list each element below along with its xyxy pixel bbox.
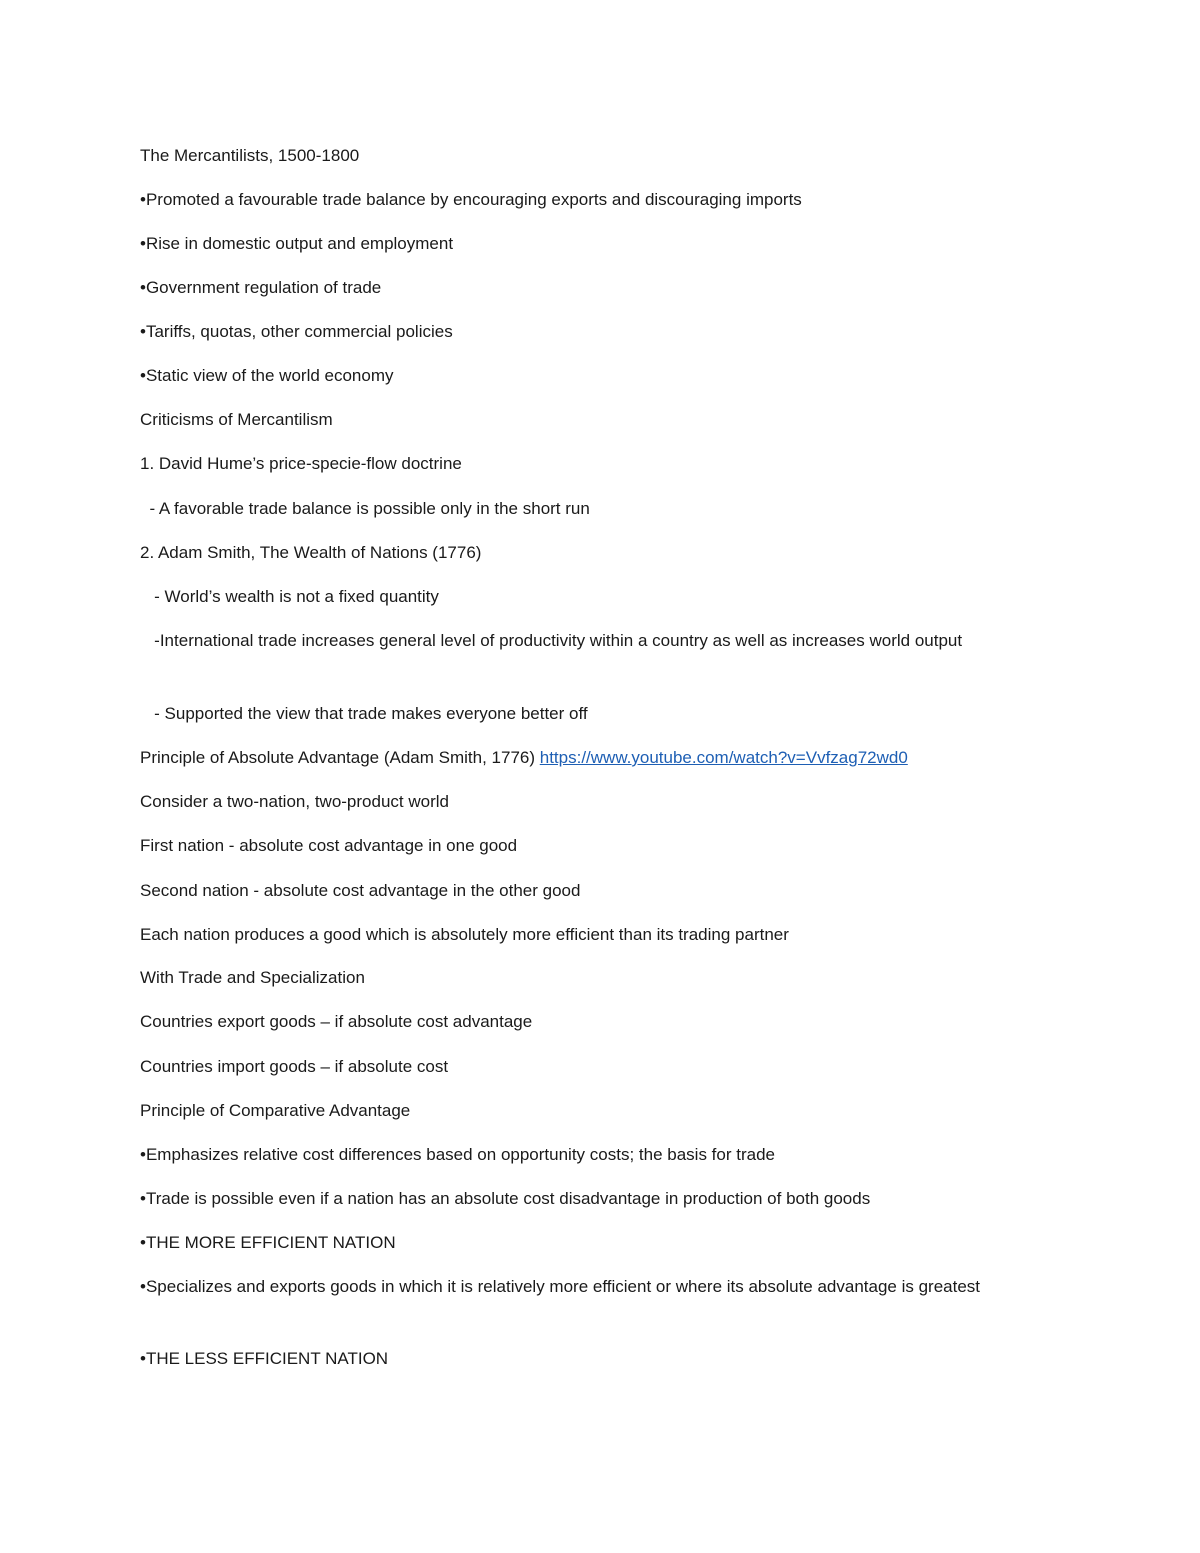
bullet-favourable-trade-balance: •Promoted a favourable trade balance by encouraging exports and discouraging imports [140, 190, 802, 209]
heading-comparative-advantage: Principle of Comparative Advantage [140, 1101, 411, 1120]
bullet-more-efficient-nation: •THE MORE EFFICIENT NATION [140, 1233, 396, 1252]
line-countries-import: Countries import goods – if absolute cost [140, 1057, 449, 1076]
bullet-government-regulation: •Government regulation of trade [140, 278, 382, 297]
item-adam-smith: 2. Adam Smith, The Wealth of Nations (1776) [140, 543, 482, 562]
line-countries-export: Countries export goods – if absolute cost advantage [140, 1012, 533, 1031]
absolute-advantage-label: Principle of Absolute Advantage (Adam Smith, 1776) [140, 748, 540, 767]
bullet-trade-possible: •Trade is possible even if a nation has an absolute cost disadvantage in production of both goods [140, 1189, 871, 1208]
heading-trade-specialization: With Trade and Specialization [140, 968, 365, 987]
bullet-specializes-exports: •Specializes and exports goods in which it is relatively more efficient or where its absolute advantage is greatest [140, 1277, 981, 1296]
bullet-relative-cost: •Emphasizes relative cost differences based on opportunity costs; the basis for trade [140, 1145, 775, 1164]
heading-mercantilists: The Mercantilists, 1500-1800 [140, 146, 360, 165]
subitem-wealth-not-fixed: - World’s wealth is not a fixed quantity [140, 587, 439, 606]
heading-absolute-advantage [140, 743, 1060, 772]
heading-criticisms: Criticisms of Mercantilism [140, 410, 333, 429]
bullet-static-view: •Static view of the world economy [140, 366, 394, 385]
youtube-link[interactable]: https://www.youtube.com/watch?v=Vvfzag72wd0 [539, 748, 908, 767]
bullet-domestic-output: •Rise in domestic output and employment [140, 234, 454, 253]
line-second-nation: Second nation - absolute cost advantage in the other good [140, 881, 581, 900]
item-david-hume: 1. David Hume’s price-specie-flow doctrine [140, 454, 462, 473]
line-first-nation: First nation - absolute cost advantage in one good [140, 836, 518, 855]
subitem-favorable-short-run: - A favorable trade balance is possible only in the short run [140, 499, 590, 518]
subitem-international-trade-productivity: -International trade increases general level of productivity within a country as well as increases world output [140, 631, 963, 650]
line-each-nation-produces: Each nation produces a good which is absolutely more efficient than its trading partner [140, 925, 789, 944]
bullet-less-efficient-nation: •THE LESS EFFICIENT NATION [140, 1349, 389, 1368]
bullet-tariffs-quotas: •Tariffs, quotas, other commercial policies [140, 322, 453, 341]
line-two-nation-world: Consider a two-nation, two-product world [140, 792, 449, 811]
subitem-trade-everyone-better-off: - Supported the view that trade makes everyone better off [140, 704, 588, 723]
